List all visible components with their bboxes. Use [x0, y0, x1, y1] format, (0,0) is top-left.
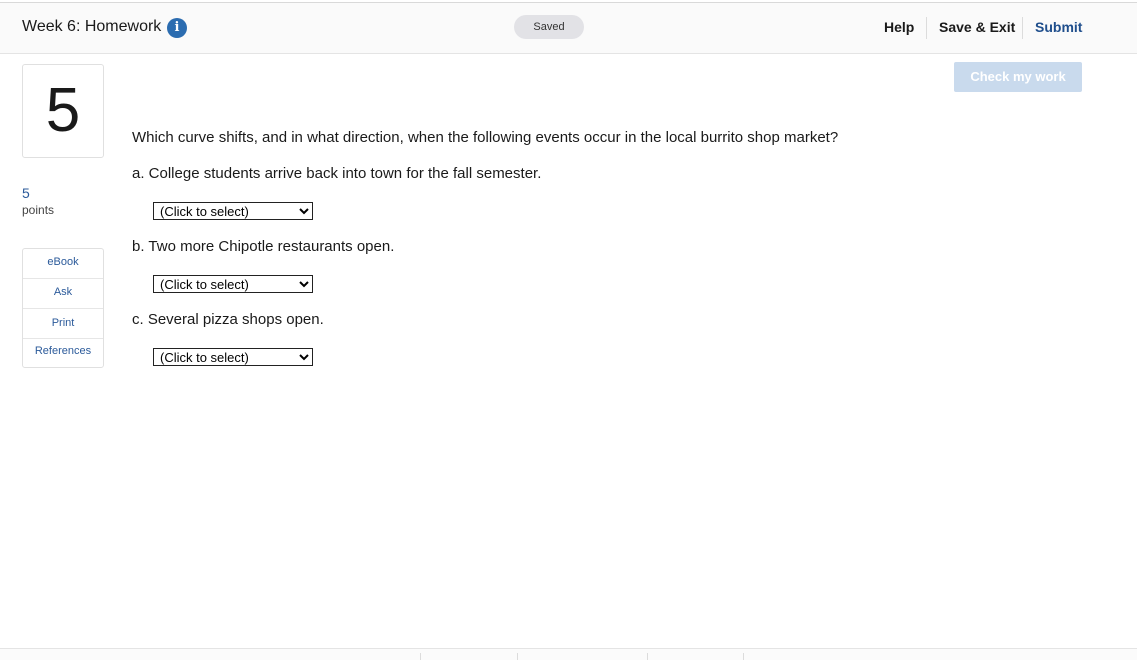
points-label: points	[22, 203, 55, 217]
info-icon[interactable]: i	[167, 18, 187, 38]
tools-divider	[23, 338, 103, 339]
question-number: 5	[45, 76, 81, 145]
ebook-link[interactable]: eBook	[47, 256, 79, 268]
part-a-dropdown[interactable]	[153, 202, 313, 220]
footer-bar	[0, 648, 1137, 660]
print-link[interactable]: Print	[51, 317, 75, 329]
header-bar	[0, 3, 1137, 54]
points-value: 5	[22, 185, 30, 201]
question-number-box	[22, 64, 104, 158]
help-link[interactable]: Help	[884, 19, 915, 35]
part-a-label: a. College students arrive back into town for the fall semester.	[132, 165, 542, 182]
part-b-label: b. Two more Chipotle restaurants open.	[132, 238, 395, 255]
tools-divider	[23, 308, 103, 309]
ask-link[interactable]: Ask	[53, 286, 73, 298]
header-divider	[926, 17, 927, 39]
references-link[interactable]: References	[34, 345, 92, 357]
saved-status-badge: Saved	[514, 15, 584, 39]
header-divider	[1022, 17, 1023, 39]
assignment-title: Week 6: Homework	[22, 18, 162, 35]
check-my-work-button[interactable]: Check my work	[954, 62, 1082, 92]
tools-divider	[23, 278, 103, 279]
question-prompt: Which curve shifts, and in what direction, when the following events occur in the local burrito shop market?	[132, 129, 839, 146]
part-b-dropdown[interactable]	[153, 275, 313, 293]
submit-link[interactable]: Submit	[1035, 19, 1083, 35]
part-c-dropdown[interactable]	[153, 348, 313, 366]
save-exit-link[interactable]: Save & Exit	[939, 19, 1016, 35]
part-c-label: c. Several pizza shops open.	[132, 311, 324, 328]
tools-panel	[22, 248, 104, 368]
